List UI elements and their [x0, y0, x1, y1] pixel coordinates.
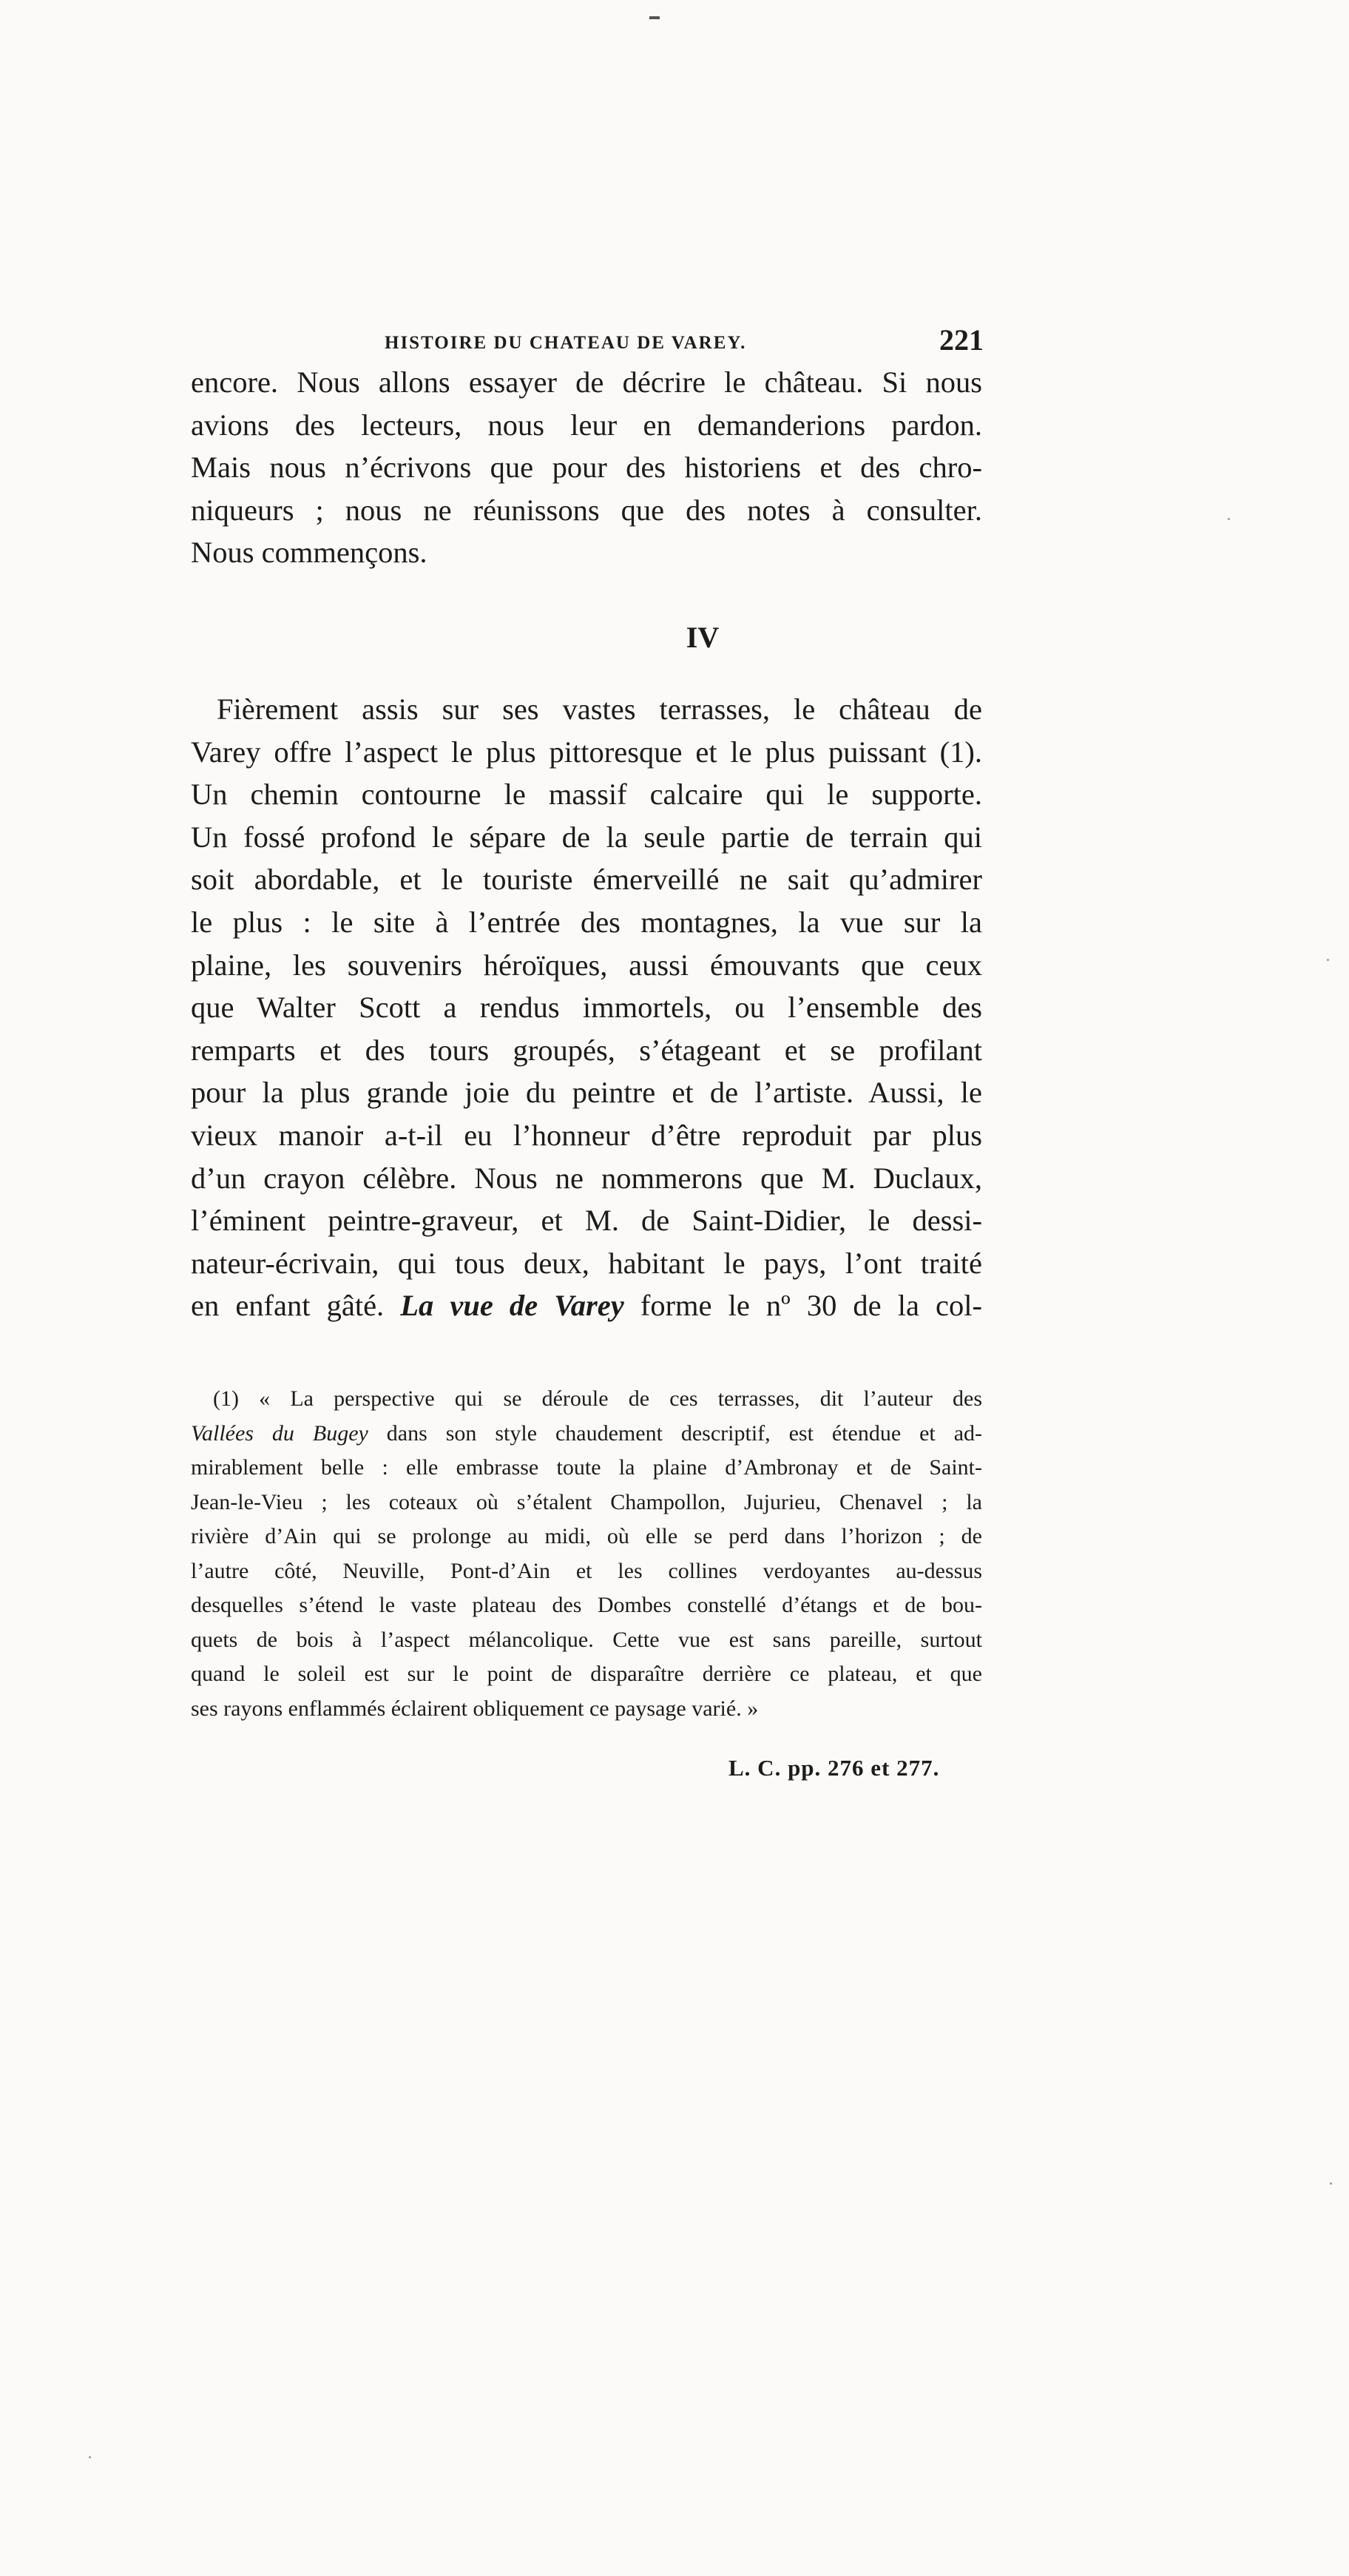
text-line-last — [191, 1284, 982, 1327]
text-fragment: en enfant gâté. — [191, 1289, 385, 1323]
footnote-line: rivière d’Ain qui se prolonge au midi, où elle se perd dans l’horizon ; de — [191, 1524, 982, 1548]
text-line: remparts et des tours groupés, s’étageant et se profilant — [191, 1033, 982, 1067]
text-line: Mais nous n’écrivons que pour des historiens et des chro- — [191, 451, 982, 485]
footnote-italic-title: Vallées du Bugey — [191, 1420, 368, 1446]
paper-speck — [1330, 2182, 1332, 2185]
page-header — [385, 323, 984, 367]
footnote-fragment: dans son style chaudement descriptif, est étendue et ad- — [386, 1420, 982, 1446]
footnote-line: l’autre côté, Neuville, Pont-d’Ain et les collines verdoyantes au-dessus — [191, 1558, 982, 1583]
footnote-line: quets de bois à l’aspect mélancolique. Cette vue est sans pareille, surtout — [191, 1627, 982, 1652]
text-line: encore. Nous allons essayer de décrire le château. Si nous — [191, 365, 982, 399]
running-title: HISTOIRE DU CHATEAU DE VAREY. — [385, 333, 747, 353]
footnote-line: desquelles s’étend le vaste plateau des Dombes constellé d’étangs et de bou- — [191, 1593, 982, 1617]
text-line: Nous commençons. — [191, 536, 427, 570]
text-line: nateur-écrivain, qui tous deux, habitant le pays, l’ont traité — [191, 1246, 982, 1280]
print-speck — [649, 16, 660, 19]
paper-speck — [1327, 959, 1329, 961]
footnote — [191, 1382, 982, 1726]
text-line: niqueurs ; nous ne réunissons que des notes à consulter. — [191, 493, 982, 527]
italic-title: La vue de Varey — [400, 1289, 624, 1323]
footnote-line: ses rayons enflammés éclairent obliquement ce paysage varié. » — [191, 1696, 759, 1721]
footnote-line: Jean-le-Vieu ; les coteaux où s’étalent Champollon, Jujurieu, Chenavel ; la — [191, 1489, 982, 1514]
footnote-line: (1) « La perspective qui se déroule de ces terrasses, dit l’auteur des — [213, 1386, 982, 1411]
text-line: soit abordable, et le touriste émerveillé ne sait qu’admirer — [191, 863, 982, 897]
text-fragment: forme le nº 30 de la col- — [640, 1289, 983, 1323]
section-heading: IV — [686, 621, 720, 654]
text-line: l’éminent peintre-graveur, et M. de Saint-Didier, le dessi- — [191, 1204, 982, 1238]
footnote-line — [191, 1417, 982, 1451]
page-number: 221 — [939, 323, 984, 357]
text-line: Fièrement assis sur ses vastes terrasses, le château de — [217, 692, 982, 726]
text-line: Un chemin contourne le massif calcaire qui le supporte. — [191, 778, 982, 812]
text-line: avions des lecteurs, nous leur en demanderions pardon. — [191, 408, 982, 442]
paper-speck — [1228, 518, 1230, 520]
footnote-line: mirablement belle : elle embrasse toute la plaine d’Ambronay et de Saint- — [191, 1455, 982, 1480]
paragraph-continuation — [191, 361, 982, 574]
text-line: pour la plus grande joie du peintre et de l’artiste. Aussi, le — [191, 1076, 982, 1110]
text-line: Un fossé profond le sépare de la seule partie de terrain qui — [191, 820, 982, 854]
footnote-line: quand le soleil est sur le point de disparaître derrière ce plateau, et que — [191, 1662, 982, 1686]
text-line: d’un crayon célèbre. Nous ne nommerons que M. Duclaux, — [191, 1161, 982, 1195]
paper-speck — [89, 2456, 91, 2458]
paragraph-section-iv — [191, 688, 982, 1327]
footnote-citation: L. C. pp. 276 et 277. — [728, 1755, 940, 1781]
text-line: vieux manoir a-t-il eu l’honneur d’être reproduit par plus — [191, 1118, 982, 1152]
text-line: le plus : le site à l’entrée des montagnes, la vue sur la — [191, 905, 982, 939]
text-line: Varey offre l’aspect le plus pittoresque et le plus puissant (1). — [191, 735, 982, 769]
text-line: que Walter Scott a rendus immortels, ou l’ensemble des — [191, 991, 982, 1025]
text-line: plaine, les souvenirs héroïques, aussi émouvants que ceux — [191, 948, 982, 982]
